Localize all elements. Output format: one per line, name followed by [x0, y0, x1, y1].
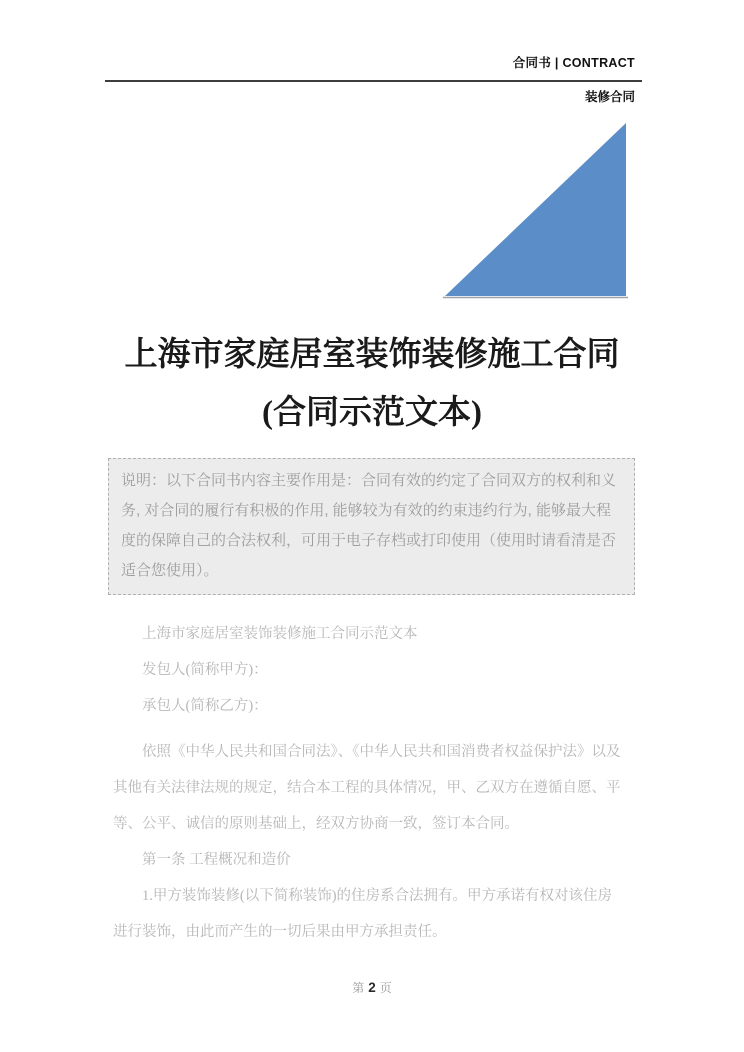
- body-line-subtitle: 上海市家庭居室装饰装修施工合同示范文本: [142, 626, 418, 642]
- body-line-article1-heading: 第一条 工程概况和造价: [142, 852, 291, 868]
- notice-line: 务, 对合同的履行有积极的作用, 能够较为有效的约束违约行为, 能够最大程: [121, 502, 612, 519]
- body-line-party-b: 承包人(简称乙方)：: [142, 698, 268, 714]
- body-line-clause1: 进行装饰，由此而产生的一切后果由甲方承担责任。: [113, 924, 447, 940]
- triangle-graphic: [443, 120, 628, 300]
- notice-line: 说明：以下合同书内容主要作用是：合同有效的约定了合同双方的权利和义: [121, 472, 617, 489]
- document-title-line2: (合同示范文本): [262, 395, 482, 431]
- page-number-suffix: 页: [379, 981, 392, 995]
- body-line-preamble: 其他有关法律法规的规定，结合本工程的具体情况，甲、乙双方在遵循自愿、平: [113, 780, 621, 796]
- body-line-party-a: 发包人(简称甲方)：: [142, 662, 268, 678]
- contract-body: [113, 616, 638, 950]
- header-doc-type-label: 合同书 | CONTRACT: [512, 56, 635, 70]
- header-category-label: 装修合同: [584, 90, 635, 104]
- header-divider-rule: [105, 80, 642, 82]
- page-footer: [0, 979, 744, 996]
- body-line-preamble: 等、公平、诚信的原则基础上，经双方协商一致，签订本合同。: [113, 816, 519, 832]
- page-number: 2: [368, 980, 376, 995]
- notice-line: 度的保障自己的合法权利，可用于电子存档或打印使用（使用时请看清是否: [121, 532, 617, 549]
- page-number-prefix: 第: [352, 981, 365, 995]
- corner-triangle-decoration: [443, 120, 628, 300]
- body-line-preamble: 依照《中华人民共和国合同法》、《中华人民共和国消费者权益保护法》以及: [142, 744, 621, 760]
- document-title-line1: 上海市家庭居室装饰装修施工合同: [124, 337, 620, 373]
- triangle-shape: [445, 123, 626, 296]
- notice-box: [108, 458, 635, 595]
- notice-line: 适合您使用）。: [121, 562, 219, 579]
- body-line-clause1: 1.甲方装饰装修(以下简称装饰)的住房系合法拥有。甲方承诺有权对该住房: [142, 888, 613, 904]
